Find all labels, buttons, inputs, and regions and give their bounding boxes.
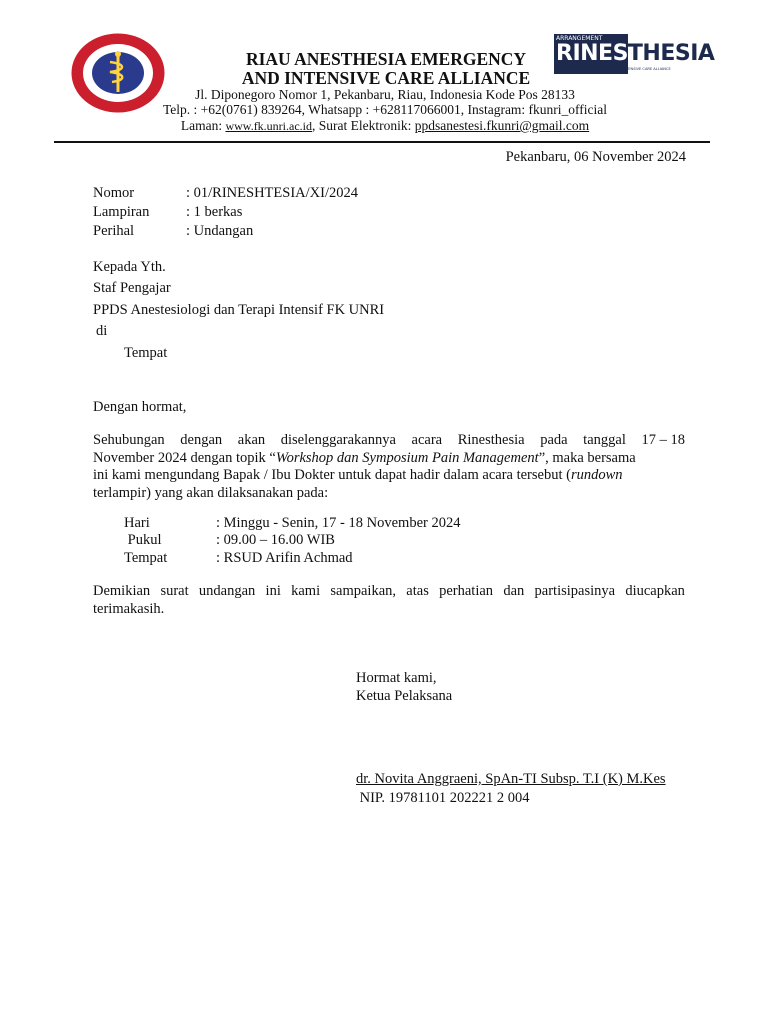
brand-name-b: THESIA <box>627 41 715 66</box>
closing-paragraph <box>93 583 685 618</box>
recipient-line-2: Staf Pengajar <box>93 280 171 296</box>
closing-word: kami <box>291 583 321 599</box>
body-text: ini kami mengundang Bapak / Ibu Dokter untuk dapat hadir dalam acara tersebut ( <box>93 467 571 483</box>
closing-word: diucapkan <box>625 583 685 599</box>
title-line-1: RIAU ANESTHESIA EMERGENCY <box>245 49 527 69</box>
recipient-line-3: PPDS Anestesiologi dan Terapi Intensif FK UNRI <box>93 302 385 318</box>
address-line: Jl. Diponegoro Nomor 1, Pekanbaru, Riau, Indonesia Kode Pos 28133 <box>195 87 575 102</box>
closing-word: sampaikan, <box>330 583 397 599</box>
signatory-name: dr. Novita Anggraeni, SpAn-TI Subsp. T.I (K) M.Kes <box>356 771 666 787</box>
body-line-4: terlampir) yang akan dilaksanakan pada: <box>93 484 329 501</box>
body-word: diselenggarakannya <box>280 432 396 448</box>
brand-name-a: RINES <box>556 41 628 66</box>
contact-line: Telp. : +62(0761) 839264, Whatsapp : +628117066001, Instagram: fkunri_official <box>162 102 608 117</box>
body-text: November 2024 dengan topik “ <box>93 449 276 466</box>
meta-label-lampiran: Lampiran <box>93 204 150 220</box>
meta-value-lampiran: : 1 berkas <box>186 204 243 220</box>
body-word: Sehubungan <box>93 432 165 448</box>
recipient-line-1: Kepada Yth. <box>93 259 166 275</box>
body-line-3 <box>93 467 685 485</box>
closing-word: ini <box>265 583 281 599</box>
meta-label-perihal: Perihal <box>93 223 135 239</box>
body-line-2 <box>93 450 685 468</box>
closing-word: dan <box>503 583 525 599</box>
closing-word: Demikian <box>93 583 151 599</box>
rinesthesia-brand-logo <box>554 34 730 74</box>
detail-label-tempat: Tempat <box>124 550 168 566</box>
closing-word: perhatian <box>439 583 494 599</box>
detail-label-hari: Hari <box>124 515 150 531</box>
closing-word: atas <box>406 583 429 599</box>
signature-position: Ketua Pelaksana <box>356 688 453 704</box>
body-word: Rinesthesia <box>457 432 525 448</box>
web-email-line <box>140 118 630 134</box>
greeting: Dengan hormat, <box>93 399 187 415</box>
detail-label-pukul: Pukul <box>124 532 162 548</box>
title-line-2: AND INTENSIVE CARE ALLIANCE <box>241 68 531 88</box>
website-label: Laman: <box>180 118 223 133</box>
body-word: 17 – 18 <box>641 432 685 448</box>
detail-value-pukul: : 09.00 – 16.00 WIB <box>216 532 335 548</box>
meta-value-perihal: : Undangan <box>186 223 254 239</box>
signatory-nip: NIP. 19781101 202221 2 004 <box>356 790 530 806</box>
meta-value-nomor: : 01/RINESHTESIA/XI/2024 <box>186 185 358 201</box>
brand-ribbon: ARRANGEMENT <box>556 35 603 42</box>
recipient-line-5: Tempat <box>124 345 168 361</box>
rundown-word: rundown <box>570 467 623 483</box>
body-word: pada <box>540 432 568 448</box>
email-label: , Surat Elektronik: <box>312 118 412 133</box>
letterhead-divider <box>54 141 710 143</box>
closing-word: undangan <box>198 583 256 599</box>
body-word: acara <box>411 432 443 448</box>
detail-value-hari: : Minggu - Senin, 17 - 18 November 2024 <box>216 515 461 531</box>
brand-tagline: RIAU ANESTHESIA EMERGENCY AND INTENSIVE CARE ALLIANCE <box>556 67 671 71</box>
body-word: akan <box>237 432 266 448</box>
meta-label-nomor: Nomor <box>93 185 135 201</box>
event-topic: Workshop dan Symposium Pain Management <box>275 449 539 466</box>
recipient-line-4: di <box>96 323 108 339</box>
closing-line-1 <box>93 583 685 601</box>
body-line-1 <box>93 432 685 450</box>
letter-date: Pekanbaru, 06 November 2024 <box>505 149 686 165</box>
website-link[interactable]: www.fk.unri.ac.id <box>225 119 312 133</box>
closing-line-2: terimakasih. <box>93 600 165 617</box>
body-text: ”, maka bersama <box>538 449 636 466</box>
organization-title <box>184 50 588 88</box>
closing-word: surat <box>160 583 189 599</box>
body-word: tanggal <box>583 432 626 448</box>
closing-word: partisipasinya <box>534 583 616 599</box>
signature-regards: Hormat kami, <box>356 670 437 686</box>
body-paragraph <box>93 432 685 502</box>
body-word: dengan <box>180 432 223 448</box>
detail-value-tempat: : RSUD Arifin Achmad <box>216 550 353 566</box>
email-link[interactable]: ppdsanestesi.fkunri@gmail.com <box>414 118 590 133</box>
